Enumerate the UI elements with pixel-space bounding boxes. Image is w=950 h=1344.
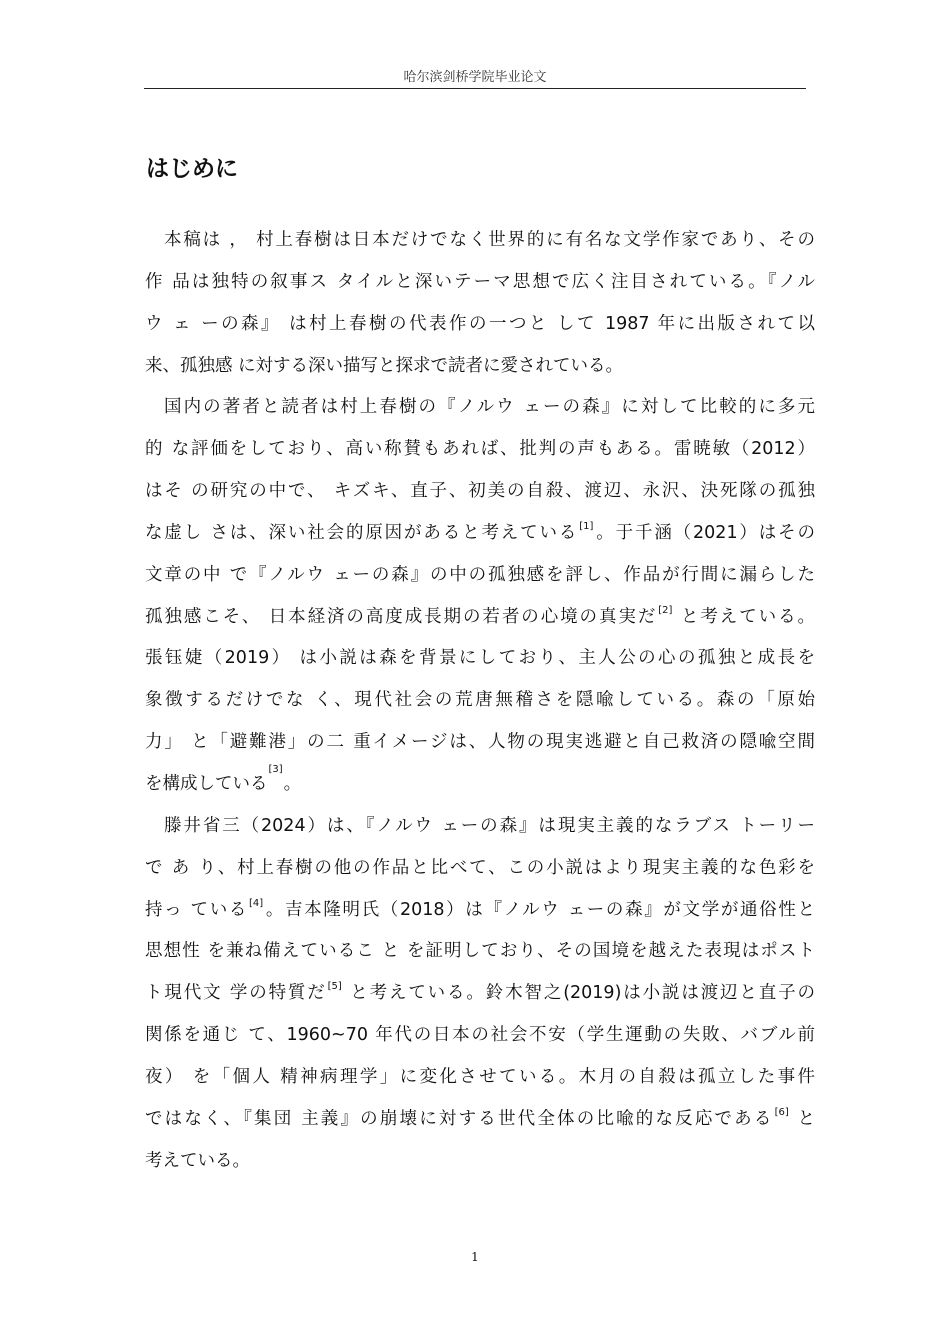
text-line: ト現代文 学の特質だ[5] と考えている。鈴木智之(2019)は小説は渡辺と直子の (145, 981, 815, 1004)
text-segment: 。 (283, 773, 302, 794)
text-segment: を構成している (145, 773, 268, 794)
citation-marker: [2] (658, 604, 673, 616)
text-line: はそ の研究の中で、 キズキ、直子、初美の自殺、渡辺、永沢、決死隊の孤独 (145, 481, 815, 502)
body-text (145, 226, 815, 1188)
citation-marker: [1] (579, 520, 594, 532)
text-line: ウ ェ ーの森』 は村上春樹の代表作の一つと して 1987 年に出版されて以 (145, 313, 815, 334)
text-line: 文章の中 で『ノルウ ェーの森』の中の孤独感を評し、作品が行間に漏らした (145, 564, 815, 585)
text-segment: 来、孤独感 に対する深い描写と探求で読者に愛されている。 (145, 355, 624, 376)
text-line: を構成している [3] 。 (145, 770, 815, 812)
text-line: で あ り、村上春樹の他の作品と比べて、この小説はより現実主義的な色彩を (145, 857, 815, 878)
text-line: 滕井省三（2024）は、『ノルウ ェーの森』は現実主義的なラブス トーリー (164, 815, 815, 836)
text-line: 夜） を「個人 精神病理学」に変化させている。木月の自殺は孤立した事件 (145, 1066, 815, 1087)
text-line (145, 352, 815, 394)
page-number: 1 (471, 1250, 479, 1264)
section-heading: はじめに (146, 156, 238, 182)
text-segment: 考えている。 (145, 1150, 250, 1171)
text-line: 孤独感こそ、 日本経済の高度成長期の若者の心境の真実だ[2] と考えている。 (145, 604, 815, 627)
citation-marker: [5] (327, 981, 342, 993)
citation-marker: [6] (774, 1106, 789, 1118)
text-line: 国内の著者と読者は村上春樹の『ノルウ ェーの森』に対して比較的に多元 (164, 397, 815, 418)
text-line: 思想性 を兼ね備えているこ と を証明しており、その国境を越えた表現はポスト (145, 941, 815, 962)
text-line: 持っ ている[4]。吉本隆明氏（2018）は『ノルウ ェーの森』が文学が通俗性と (145, 897, 815, 920)
text-line: 象徴するだけでな く、現代社会の荒唐無稽さを隠喩している。森の「原始 (145, 690, 815, 711)
text-line (145, 1147, 815, 1189)
header-rule (144, 88, 806, 89)
text-line: 張钰婕（2019） は小説は森を背景にしており、主人公の心の孤独と成長を (145, 648, 815, 669)
text-line: ではなく、『集団 主義』の崩壊に対する世代全体の比喩的な反応である[6] と (145, 1106, 815, 1129)
citation-marker: [4] (249, 897, 264, 909)
text-line: 力」 と「避難港」の二 重イメージは、人物の現実逃避と自己救済の隠喩空間 (145, 732, 815, 753)
text-line: な虚し さは、深い社会的原因があると考えている[1]。于千涵（2021）はその (145, 520, 815, 543)
text-line: 関係を通じ て、1960~70 年代の日本の社会不安（学生運動の失敗、バブル前 (145, 1025, 815, 1046)
running-header: 哈尔滨剑桥学院毕业论文 (403, 70, 547, 85)
text-line: 的 な評価をしており、高い称賛もあれば、批判の声もある。雷暁敏（2012） (145, 439, 815, 460)
text-line: 作 品は独特の叙事ス タイルと深いテーマ思想で広く注目されている。『ノル (145, 271, 815, 292)
text-line: 本稿は ， 村上春樹は日本だけでなく世界的に有名な文学作家であり、その (164, 230, 815, 250)
